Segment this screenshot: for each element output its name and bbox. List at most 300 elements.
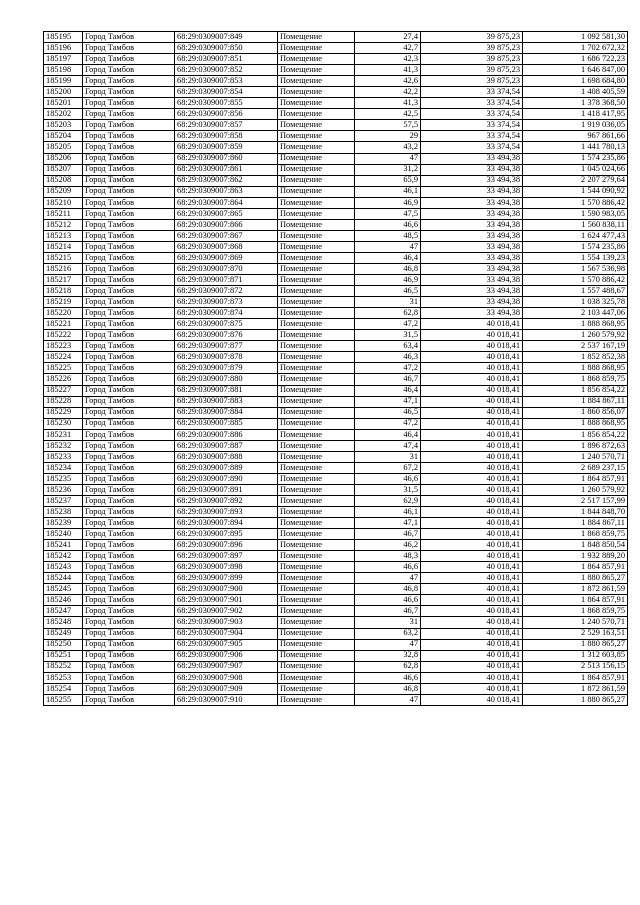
city-cell: Город Тамбов — [83, 32, 175, 43]
area-cell: 46,7 — [355, 529, 421, 540]
cadastral-number-cell: 68:29:0309007:876 — [175, 330, 278, 341]
cadastral-value-cell: 1 441 780,13 — [523, 142, 628, 153]
cadastral-number-cell: 68:29:0309007:854 — [175, 87, 278, 98]
area-cell: 46,1 — [355, 507, 421, 518]
unit-value-cell: 40 018,41 — [421, 617, 523, 628]
table-row — [44, 396, 628, 407]
cadastral-number-cell: 68:29:0309007:858 — [175, 131, 278, 142]
object-type-cell: Помещение — [278, 595, 355, 606]
city-cell: Город Тамбов — [83, 98, 175, 109]
unit-value-cell: 33 494,38 — [421, 153, 523, 164]
object-type-cell: Помещение — [278, 120, 355, 131]
cadastral-number-cell: 68:29:0309007:891 — [175, 484, 278, 495]
cadastral-number-cell: 68:29:0309007:892 — [175, 495, 278, 506]
cadastral-number-cell: 68:29:0309007:866 — [175, 219, 278, 230]
city-cell: Город Тамбов — [83, 219, 175, 230]
object-type-cell: Помещение — [278, 639, 355, 650]
unit-value-cell: 40 018,41 — [421, 540, 523, 551]
table-row — [44, 109, 628, 120]
city-cell: Город Тамбов — [83, 275, 175, 286]
object-type-cell: Помещение — [278, 219, 355, 230]
city-cell: Город Тамбов — [83, 661, 175, 672]
unit-value-cell: 39 875,23 — [421, 54, 523, 65]
row-number-cell: 185231 — [44, 429, 83, 440]
table-row — [44, 131, 628, 142]
table-row — [44, 341, 628, 352]
cadastral-value-cell: 1 378 368,50 — [523, 98, 628, 109]
area-cell: 46,2 — [355, 540, 421, 551]
table-row — [44, 319, 628, 330]
unit-value-cell: 40 018,41 — [421, 573, 523, 584]
object-type-cell: Помещение — [278, 142, 355, 153]
table-row — [44, 374, 628, 385]
table-row — [44, 661, 628, 672]
cadastral-value-cell: 2 689 237,15 — [523, 462, 628, 473]
area-cell: 46,9 — [355, 197, 421, 208]
row-number-cell: 185252 — [44, 661, 83, 672]
cadastral-number-cell: 68:29:0309007:879 — [175, 363, 278, 374]
area-cell: 62,9 — [355, 495, 421, 506]
city-cell: Город Тамбов — [83, 131, 175, 142]
cadastral-number-cell: 68:29:0309007:855 — [175, 98, 278, 109]
cadastral-number-cell: 68:29:0309007:887 — [175, 440, 278, 451]
city-cell: Город Тамбов — [83, 241, 175, 252]
object-type-cell: Помещение — [278, 341, 355, 352]
table-row — [44, 175, 628, 186]
area-cell: 31 — [355, 451, 421, 462]
area-cell: 48,5 — [355, 230, 421, 241]
table-row — [44, 683, 628, 694]
cadastral-number-cell: 68:29:0309007:886 — [175, 429, 278, 440]
cadastral-value-cell: 1 418 417,95 — [523, 109, 628, 120]
row-number-cell: 185209 — [44, 186, 83, 197]
object-type-cell: Помещение — [278, 241, 355, 252]
cadastral-value-cell: 1 686 722,23 — [523, 54, 628, 65]
unit-value-cell: 40 018,41 — [421, 562, 523, 573]
area-cell: 67,2 — [355, 462, 421, 473]
object-type-cell: Помещение — [278, 186, 355, 197]
unit-value-cell: 39 875,23 — [421, 65, 523, 76]
unit-value-cell: 33 494,38 — [421, 208, 523, 219]
row-number-cell: 185212 — [44, 219, 83, 230]
object-type-cell: Помещение — [278, 286, 355, 297]
area-cell: 47,1 — [355, 518, 421, 529]
object-type-cell: Помещение — [278, 407, 355, 418]
row-number-cell: 185200 — [44, 87, 83, 98]
table-row — [44, 507, 628, 518]
area-cell: 46,7 — [355, 606, 421, 617]
table-row — [44, 551, 628, 562]
cadastral-value-cell: 1 868 859,75 — [523, 374, 628, 385]
cadastral-value-cell: 1 888 868,95 — [523, 319, 628, 330]
cadastral-value-cell: 1 574 235,86 — [523, 241, 628, 252]
cadastral-value-cell: 1 868 859,75 — [523, 606, 628, 617]
cadastral-number-cell: 68:29:0309007:890 — [175, 473, 278, 484]
unit-value-cell: 40 018,41 — [421, 529, 523, 540]
object-type-cell: Помещение — [278, 175, 355, 186]
row-number-cell: 185213 — [44, 230, 83, 241]
area-cell: 46,4 — [355, 252, 421, 263]
city-cell: Город Тамбов — [83, 197, 175, 208]
area-cell: 42,7 — [355, 43, 421, 54]
city-cell: Город Тамбов — [83, 551, 175, 562]
object-type-cell: Помещение — [278, 330, 355, 341]
cadastral-number-cell: 68:29:0309007:869 — [175, 252, 278, 263]
city-cell: Город Тамбов — [83, 396, 175, 407]
row-number-cell: 185251 — [44, 650, 83, 661]
city-cell: Город Тамбов — [83, 639, 175, 650]
unit-value-cell: 33 494,38 — [421, 308, 523, 319]
object-type-cell: Помещение — [278, 297, 355, 308]
table-row — [44, 617, 628, 628]
city-cell: Город Тамбов — [83, 363, 175, 374]
object-type-cell: Помещение — [278, 76, 355, 87]
row-number-cell: 185216 — [44, 263, 83, 274]
cadastral-value-cell: 2 207 279,64 — [523, 175, 628, 186]
object-type-cell: Помещение — [278, 683, 355, 694]
city-cell: Город Тамбов — [83, 252, 175, 263]
cadastral-number-cell: 68:29:0309007:894 — [175, 518, 278, 529]
row-number-cell: 185201 — [44, 98, 83, 109]
unit-value-cell: 33 374,54 — [421, 109, 523, 120]
cadastral-number-cell: 68:29:0309007:865 — [175, 208, 278, 219]
object-type-cell: Помещение — [278, 363, 355, 374]
table-row — [44, 584, 628, 595]
cadastral-number-cell: 68:29:0309007:851 — [175, 54, 278, 65]
city-cell: Город Тамбов — [83, 87, 175, 98]
object-type-cell: Помещение — [278, 606, 355, 617]
area-cell: 46,8 — [355, 683, 421, 694]
row-number-cell: 185255 — [44, 694, 83, 705]
cadastral-value-cell: 1 408 405,59 — [523, 87, 628, 98]
row-number-cell: 185218 — [44, 286, 83, 297]
table-row — [44, 54, 628, 65]
area-cell: 42,5 — [355, 109, 421, 120]
unit-value-cell: 40 018,41 — [421, 606, 523, 617]
cadastral-number-cell: 68:29:0309007:900 — [175, 584, 278, 595]
cadastral-number-cell: 68:29:0309007:875 — [175, 319, 278, 330]
unit-value-cell: 40 018,41 — [421, 595, 523, 606]
unit-value-cell: 33 374,54 — [421, 87, 523, 98]
city-cell: Город Тамбов — [83, 507, 175, 518]
city-cell: Город Тамбов — [83, 76, 175, 87]
area-cell: 46,9 — [355, 275, 421, 286]
area-cell: 47 — [355, 573, 421, 584]
table-row — [44, 32, 628, 43]
cadastral-value-table — [43, 31, 628, 706]
unit-value-cell: 40 018,41 — [421, 639, 523, 650]
object-type-cell: Помещение — [278, 65, 355, 76]
area-cell: 57,5 — [355, 120, 421, 131]
cadastral-number-cell: 68:29:0309007:889 — [175, 462, 278, 473]
table-row — [44, 385, 628, 396]
object-type-cell: Помещение — [278, 263, 355, 274]
cadastral-value-cell: 1 864 857,91 — [523, 473, 628, 484]
cadastral-value-cell: 1 698 684,80 — [523, 76, 628, 87]
cadastral-value-cell: 1 702 672,32 — [523, 43, 628, 54]
unit-value-cell: 40 018,41 — [421, 694, 523, 705]
cadastral-value-cell: 1 624 477,43 — [523, 230, 628, 241]
city-cell: Город Тамбов — [83, 540, 175, 551]
row-number-cell: 185241 — [44, 540, 83, 551]
table-row — [44, 263, 628, 274]
object-type-cell: Помещение — [278, 164, 355, 175]
area-cell: 31,2 — [355, 164, 421, 175]
unit-value-cell: 33 494,38 — [421, 197, 523, 208]
area-cell: 31 — [355, 297, 421, 308]
object-type-cell: Помещение — [278, 507, 355, 518]
object-type-cell: Помещение — [278, 661, 355, 672]
table-row — [44, 330, 628, 341]
unit-value-cell: 40 018,41 — [421, 661, 523, 672]
area-cell: 46,6 — [355, 473, 421, 484]
city-cell: Город Тамбов — [83, 286, 175, 297]
table-row — [44, 418, 628, 429]
area-cell: 46,6 — [355, 562, 421, 573]
object-type-cell: Помещение — [278, 109, 355, 120]
unit-value-cell: 40 018,41 — [421, 473, 523, 484]
object-type-cell: Помещение — [278, 617, 355, 628]
unit-value-cell: 40 018,41 — [421, 363, 523, 374]
unit-value-cell: 40 018,41 — [421, 683, 523, 694]
area-cell: 29 — [355, 131, 421, 142]
cadastral-number-cell: 68:29:0309007:908 — [175, 672, 278, 683]
unit-value-cell: 33 494,38 — [421, 297, 523, 308]
object-type-cell: Помещение — [278, 385, 355, 396]
city-cell: Город Тамбов — [83, 263, 175, 274]
unit-value-cell: 40 018,41 — [421, 551, 523, 562]
table-row — [44, 473, 628, 484]
row-number-cell: 185245 — [44, 584, 83, 595]
row-number-cell: 185240 — [44, 529, 83, 540]
unit-value-cell: 40 018,41 — [421, 584, 523, 595]
cadastral-value-cell: 1 560 838,11 — [523, 219, 628, 230]
area-cell: 46,1 — [355, 186, 421, 197]
row-number-cell: 185229 — [44, 407, 83, 418]
area-cell: 47 — [355, 639, 421, 650]
cadastral-number-cell: 68:29:0309007:880 — [175, 374, 278, 385]
unit-value-cell: 33 494,38 — [421, 164, 523, 175]
row-number-cell: 185237 — [44, 495, 83, 506]
table-row — [44, 518, 628, 529]
area-cell: 32,8 — [355, 650, 421, 661]
cadastral-value-cell: 1 570 886,42 — [523, 197, 628, 208]
city-cell: Город Тамбов — [83, 495, 175, 506]
table-row — [44, 286, 628, 297]
cadastral-value-cell: 1 554 139,23 — [523, 252, 628, 263]
city-cell: Город Тамбов — [83, 462, 175, 473]
row-number-cell: 185247 — [44, 606, 83, 617]
row-number-cell: 185224 — [44, 352, 83, 363]
row-number-cell: 185199 — [44, 76, 83, 87]
row-number-cell: 185248 — [44, 617, 83, 628]
table-row — [44, 694, 628, 705]
city-cell: Город Тамбов — [83, 43, 175, 54]
area-cell: 63,2 — [355, 628, 421, 639]
unit-value-cell: 40 018,41 — [421, 341, 523, 352]
unit-value-cell: 33 494,38 — [421, 263, 523, 274]
unit-value-cell: 40 018,41 — [421, 462, 523, 473]
cadastral-value-cell: 1 864 857,91 — [523, 595, 628, 606]
unit-value-cell: 40 018,41 — [421, 650, 523, 661]
object-type-cell: Помещение — [278, 418, 355, 429]
cadastral-number-cell: 68:29:0309007:850 — [175, 43, 278, 54]
city-cell: Город Тамбов — [83, 694, 175, 705]
area-cell: 46,3 — [355, 352, 421, 363]
city-cell: Город Тамбов — [83, 628, 175, 639]
object-type-cell: Помещение — [278, 562, 355, 573]
cadastral-number-cell: 68:29:0309007:897 — [175, 551, 278, 562]
table-row — [44, 363, 628, 374]
row-number-cell: 185195 — [44, 32, 83, 43]
row-number-cell: 185204 — [44, 131, 83, 142]
area-cell: 65,9 — [355, 175, 421, 186]
area-cell: 62,8 — [355, 661, 421, 672]
object-type-cell: Помещение — [278, 672, 355, 683]
unit-value-cell: 40 018,41 — [421, 352, 523, 363]
row-number-cell: 185244 — [44, 573, 83, 584]
cadastral-number-cell: 68:29:0309007:857 — [175, 120, 278, 131]
object-type-cell: Помещение — [278, 440, 355, 451]
object-type-cell: Помещение — [278, 252, 355, 263]
cadastral-number-cell: 68:29:0309007:883 — [175, 396, 278, 407]
city-cell: Город Тамбов — [83, 573, 175, 584]
unit-value-cell: 33 494,38 — [421, 219, 523, 230]
area-cell: 46,6 — [355, 595, 421, 606]
table-row — [44, 120, 628, 131]
cadastral-value-cell: 1 880 865,27 — [523, 694, 628, 705]
table-row — [44, 186, 628, 197]
unit-value-cell: 40 018,41 — [421, 374, 523, 385]
table-row — [44, 484, 628, 495]
unit-value-cell: 40 018,41 — [421, 330, 523, 341]
object-type-cell: Помещение — [278, 540, 355, 551]
table-row — [44, 429, 628, 440]
row-number-cell: 185208 — [44, 175, 83, 186]
cadastral-value-cell: 1 864 857,91 — [523, 672, 628, 683]
row-number-cell: 185203 — [44, 120, 83, 131]
cadastral-value-cell: 2 537 167,19 — [523, 341, 628, 352]
row-number-cell: 185254 — [44, 683, 83, 694]
unit-value-cell: 40 018,41 — [421, 484, 523, 495]
row-number-cell: 185220 — [44, 308, 83, 319]
cadastral-value-cell: 1 038 325,78 — [523, 297, 628, 308]
city-cell: Город Тамбов — [83, 65, 175, 76]
city-cell: Город Тамбов — [83, 584, 175, 595]
unit-value-cell: 40 018,41 — [421, 672, 523, 683]
object-type-cell: Помещение — [278, 694, 355, 705]
cadastral-value-cell: 2 517 157,99 — [523, 495, 628, 506]
cadastral-value-cell: 1 888 868,95 — [523, 418, 628, 429]
table-row — [44, 230, 628, 241]
city-cell: Город Тамбов — [83, 451, 175, 462]
object-type-cell: Помещение — [278, 197, 355, 208]
cadastral-value-cell: 1 884 867,11 — [523, 396, 628, 407]
table-row — [44, 440, 628, 451]
cadastral-number-cell: 68:29:0309007:878 — [175, 352, 278, 363]
city-cell: Город Тамбов — [83, 230, 175, 241]
table-row — [44, 76, 628, 87]
city-cell: Город Тамбов — [83, 330, 175, 341]
area-cell: 47 — [355, 241, 421, 252]
unit-value-cell: 40 018,41 — [421, 495, 523, 506]
area-cell: 42,2 — [355, 87, 421, 98]
cadastral-number-cell: 68:29:0309007:888 — [175, 451, 278, 462]
row-number-cell: 185243 — [44, 562, 83, 573]
table-row — [44, 595, 628, 606]
cadastral-value-cell: 1 864 857,91 — [523, 562, 628, 573]
area-cell: 48,3 — [355, 551, 421, 562]
area-cell: 42,6 — [355, 76, 421, 87]
cadastral-value-cell: 1 240 570,71 — [523, 617, 628, 628]
area-cell: 47 — [355, 694, 421, 705]
city-cell: Город Тамбов — [83, 617, 175, 628]
unit-value-cell: 40 018,41 — [421, 418, 523, 429]
cadastral-number-cell: 68:29:0309007:862 — [175, 175, 278, 186]
area-cell: 46,8 — [355, 584, 421, 595]
table-row — [44, 407, 628, 418]
city-cell: Город Тамбов — [83, 562, 175, 573]
cadastral-number-cell: 68:29:0309007:895 — [175, 529, 278, 540]
row-number-cell: 185236 — [44, 484, 83, 495]
cadastral-number-cell: 68:29:0309007:906 — [175, 650, 278, 661]
city-cell: Город Тамбов — [83, 164, 175, 175]
area-cell: 47 — [355, 153, 421, 164]
table-row — [44, 451, 628, 462]
cadastral-number-cell: 68:29:0309007:901 — [175, 595, 278, 606]
unit-value-cell: 39 875,23 — [421, 32, 523, 43]
unit-value-cell: 40 018,41 — [421, 407, 523, 418]
table-row — [44, 462, 628, 473]
row-number-cell: 185214 — [44, 241, 83, 252]
area-cell: 31 — [355, 617, 421, 628]
object-type-cell: Помещение — [278, 131, 355, 142]
city-cell: Город Тамбов — [83, 418, 175, 429]
object-type-cell: Помещение — [278, 495, 355, 506]
cadastral-number-cell: 68:29:0309007:860 — [175, 153, 278, 164]
area-cell: 46,5 — [355, 286, 421, 297]
cadastral-number-cell: 68:29:0309007:859 — [175, 142, 278, 153]
row-number-cell: 185196 — [44, 43, 83, 54]
table-row — [44, 639, 628, 650]
cadastral-number-cell: 68:29:0309007:861 — [175, 164, 278, 175]
row-number-cell: 185250 — [44, 639, 83, 650]
cadastral-number-cell: 68:29:0309007:853 — [175, 76, 278, 87]
city-cell: Город Тамбов — [83, 606, 175, 617]
cadastral-number-cell: 68:29:0309007:870 — [175, 263, 278, 274]
cadastral-value-cell: 2 513 156,15 — [523, 661, 628, 672]
cadastral-number-cell: 68:29:0309007:863 — [175, 186, 278, 197]
cadastral-number-cell: 68:29:0309007:871 — [175, 275, 278, 286]
table-row — [44, 606, 628, 617]
cadastral-number-cell: 68:29:0309007:849 — [175, 32, 278, 43]
table-row — [44, 529, 628, 540]
row-number-cell: 185225 — [44, 363, 83, 374]
cadastral-number-cell: 68:29:0309007:896 — [175, 540, 278, 551]
object-type-cell: Помещение — [278, 429, 355, 440]
area-cell: 47,4 — [355, 440, 421, 451]
row-number-cell: 185235 — [44, 473, 83, 484]
row-number-cell: 185249 — [44, 628, 83, 639]
city-cell: Город Тамбов — [83, 319, 175, 330]
area-cell: 41,3 — [355, 98, 421, 109]
object-type-cell: Помещение — [278, 473, 355, 484]
object-type-cell: Помещение — [278, 87, 355, 98]
city-cell: Город Тамбов — [83, 120, 175, 131]
cadastral-value-cell: 1 856 854,22 — [523, 429, 628, 440]
area-cell: 46,5 — [355, 407, 421, 418]
city-cell: Город Тамбов — [83, 308, 175, 319]
